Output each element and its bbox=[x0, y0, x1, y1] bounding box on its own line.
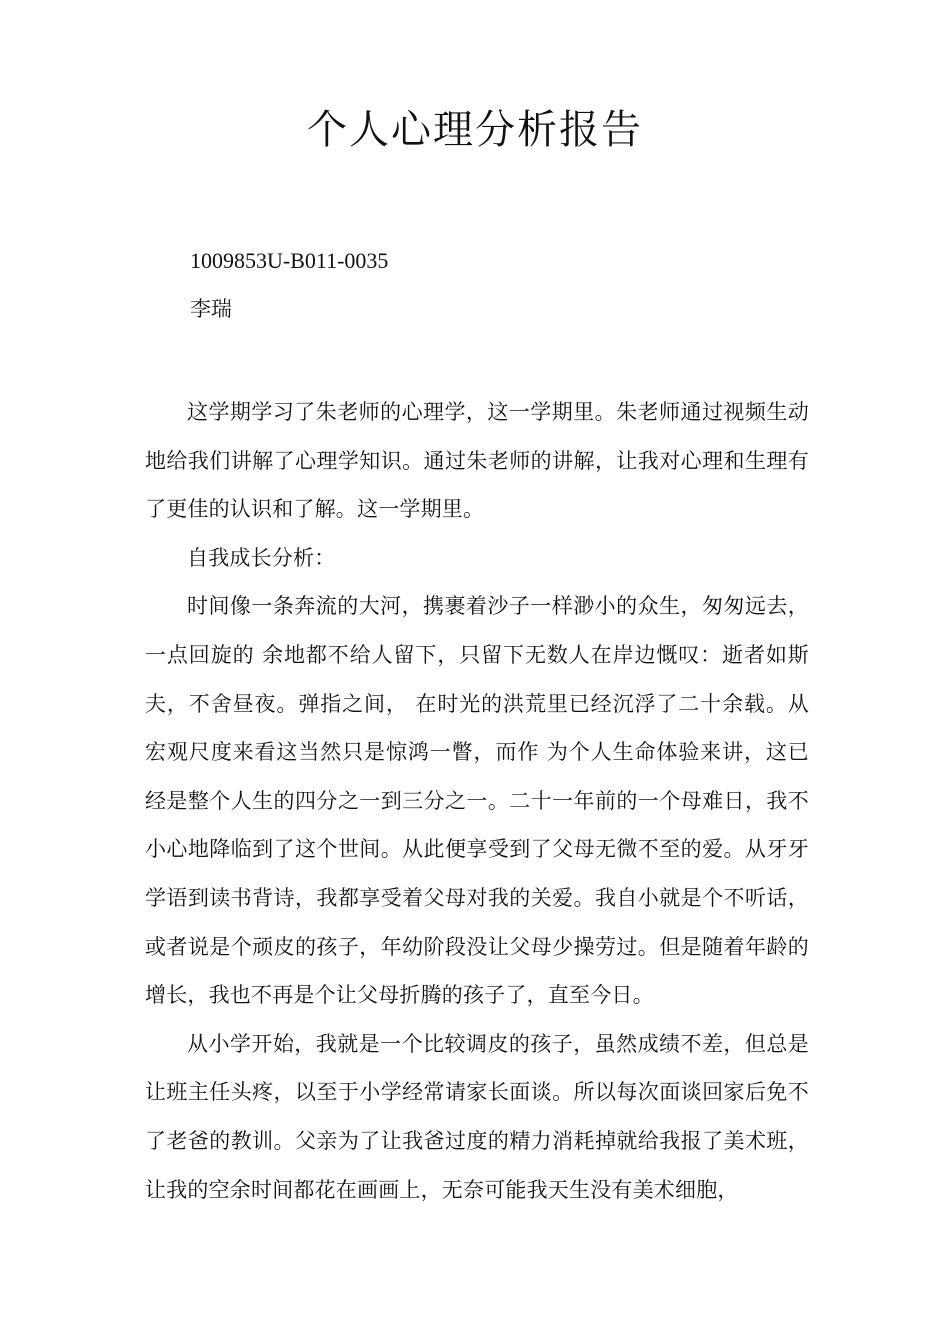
document-body bbox=[145, 388, 809, 1214]
paragraph-time: 时间像一条奔流的大河，携裹着沙子一样渺小的众生，匆匆远去，一点回旋的 余地都不给人留下，只留下无数人在岸边慨叹：逝者如斯夫，不舍昼夜。弹指之间， 在时光的洪荒里已经沉浮了二十余载。从宏观尺度来看这当然只是惊鸿一瞥，而作 为个人生命体验来讲，这已经是整个人生的四分之一到三分之一。二十一年前的一个母难日，我不小心地降临到了这个世间。从此便享受到了父母无微不至的爱。从牙牙学语到读书背诗，我都享受着父母对我的关爱。我自小就是个不听话，或者说是个顽皮的孩子，年幼阶段没让父母少操劳过。但是随着年龄的增长，我也不再是个让父母折腾的孩子了，直至今日。 bbox=[145, 594, 809, 1008]
student-id: 1009853U-B011-0035 bbox=[190, 248, 389, 273]
paragraph-intro: 这学期学习了朱老师的心理学，这一学期里。朱老师通过视频生动地给我们讲解了心理学知识。通过朱老师的讲解，让我对心理和生理有了更佳的认识和了解。这一学期里。 bbox=[145, 400, 809, 522]
paragraph-primary-school: 从小学开始，我就是一个比较调皮的孩子，虽然成绩不差，但总是让班主任头疼，以至于小学经常请家长面谈。所以每次面谈回家后免不了老爸的教训。父亲为了让我爸过度的精力消耗掉就给我报了美术班，让我的空余时间都花在画画上，无奈可能我天生没有美术细胞， bbox=[145, 1031, 809, 1202]
document-title: 个人心理分析报告 bbox=[307, 107, 643, 153]
section-heading-self-growth: 自我成长分析： bbox=[187, 545, 336, 570]
author-name: 李瑞 bbox=[190, 297, 232, 321]
